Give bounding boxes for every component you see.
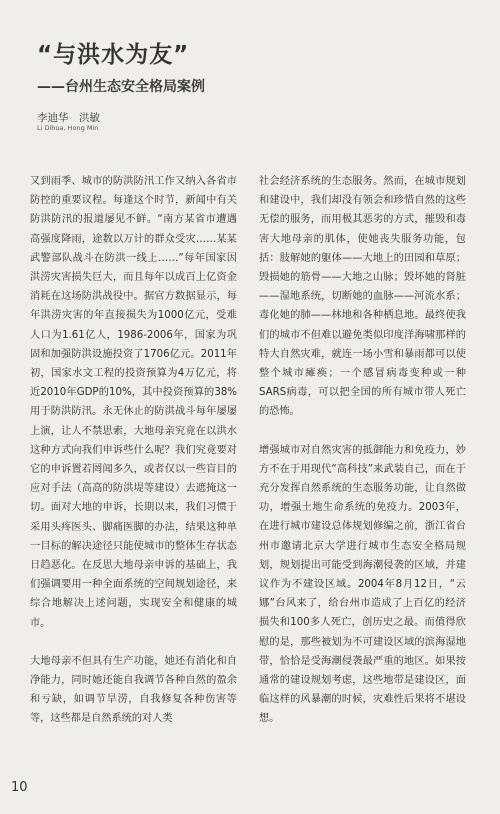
- article-title: “与洪水为友”: [37, 42, 190, 68]
- right-paragraph-2: 增强城市对自然灾害的抵御能力和免疫力，妙方不在于用现代“高科技”来武装自己，而在于充分发挥自然系统的生态服务功能，让自然做功，增强土地生命系统的免疫力。2003年，在进行城市建设总体规划修编之前，浙江省台州市邀请北京大学进行城市生态安全格局规划，规划提出可能受到海潮侵袭的区域，并建议作为不建设区域。2004年8月12日，“云娜”台风来了，给台州市造成了上百亿的经济损失和100多人死亡，创历史之最。而值得欣慰的是，那些被划为不可建设区域的滨海湿地带，恰恰是受海潮侵袭最严重的地区。如果按通常的建设规划考虑，这些地带是建设区，面临这样的风暴潮的时候，灾难性后果将不堪设想。: [259, 444, 466, 725]
- page-number: 10: [11, 780, 28, 795]
- left-column: [30, 172, 237, 729]
- left-paragraph-1: 又到雨季、城市的防洪防汛工作又纳入各省市防控的重要议程。每逢这个时节，新闻中有关防洪防汛的报道屡见不鲜。“南方某省市遭遇高强度降雨，途数以万计的群众受灾……某某武警部队战斗在防洪一线上……”每年国家因洪涝灾害损失巨大，而且每年以成百上亿资金消耗在这场防洪战役中。据官方数据显示，每年洪涝灾害的年直接损失为1000亿元，受难人口为1.61亿人，1986-2006年，国家为巩固和加强防洪设施投资了1706亿元。2011年初，国家水文工程的投资预算为4万亿元，将近2010年GDP的10%，其中投资预算的38%用于防洪防汛。永无休止的防洪战斗每年屡屡上演，让人不禁思索，大地母亲究竟在以洪水这种方式向我们申诉些什么呢？我们究竟要对它的申诉置若罔闻多久，或者仅以一些盲目的应对手法（高高的防洪堤等建设）去遮掩这一切。面对大地的申诉，长期以来，我们习惯于采用头疼医头、脚痛医脚的办法，结果这种单一目标的解决途径只能使城市的整体生存状态日趋恶化。在反思大地母亲申诉的基础上，我们强调要用一种全面系统的空间规划途径，来综合地解决上述问题，实现安全和健康的城市。: [30, 176, 237, 629]
- left-paragraph-2: 大地母亲不但具有生产功能，她还有消化和自净能力，同时她还能自我调节各种自然的盈余和亏缺，如调节旱涝，自我修复各种伤害等等，这些都是自然系统的对人类: [30, 655, 237, 725]
- authors-english: Li Dihua, Hong Min: [37, 124, 99, 132]
- right-column: [259, 172, 466, 729]
- right-paragraph-1: 社会经济系统的生态服务。然而，在城市规划和建设中，我们却没有领会和珍惜自然的这些无偿的服务，而用极其恶劣的方式，摧毁和毒害大地母亲的肌体，使她丧失服务功能，包括：肢解她的躯体——大地上的田园和草原；毁损她的筋骨——大地之山脉；毁坏她的肾脏——湿地系统，切断她的血脉——河流水系；毒化她的肺——林地和各种栖息地。最终使我们的城市不但难以避免类似印度洋海啸那样的特大自然灾难，就连一场小雪和暴雨都可以使整个城市瘫痪；一个感冒病毒变种或一种SARS病毒，可以把全国的所有城市带人死亡的恐怖。: [259, 176, 466, 418]
- authors-chinese: 李迪华 洪敏: [37, 112, 100, 124]
- article-subtitle: ——台州生态安全格局案例: [37, 79, 205, 95]
